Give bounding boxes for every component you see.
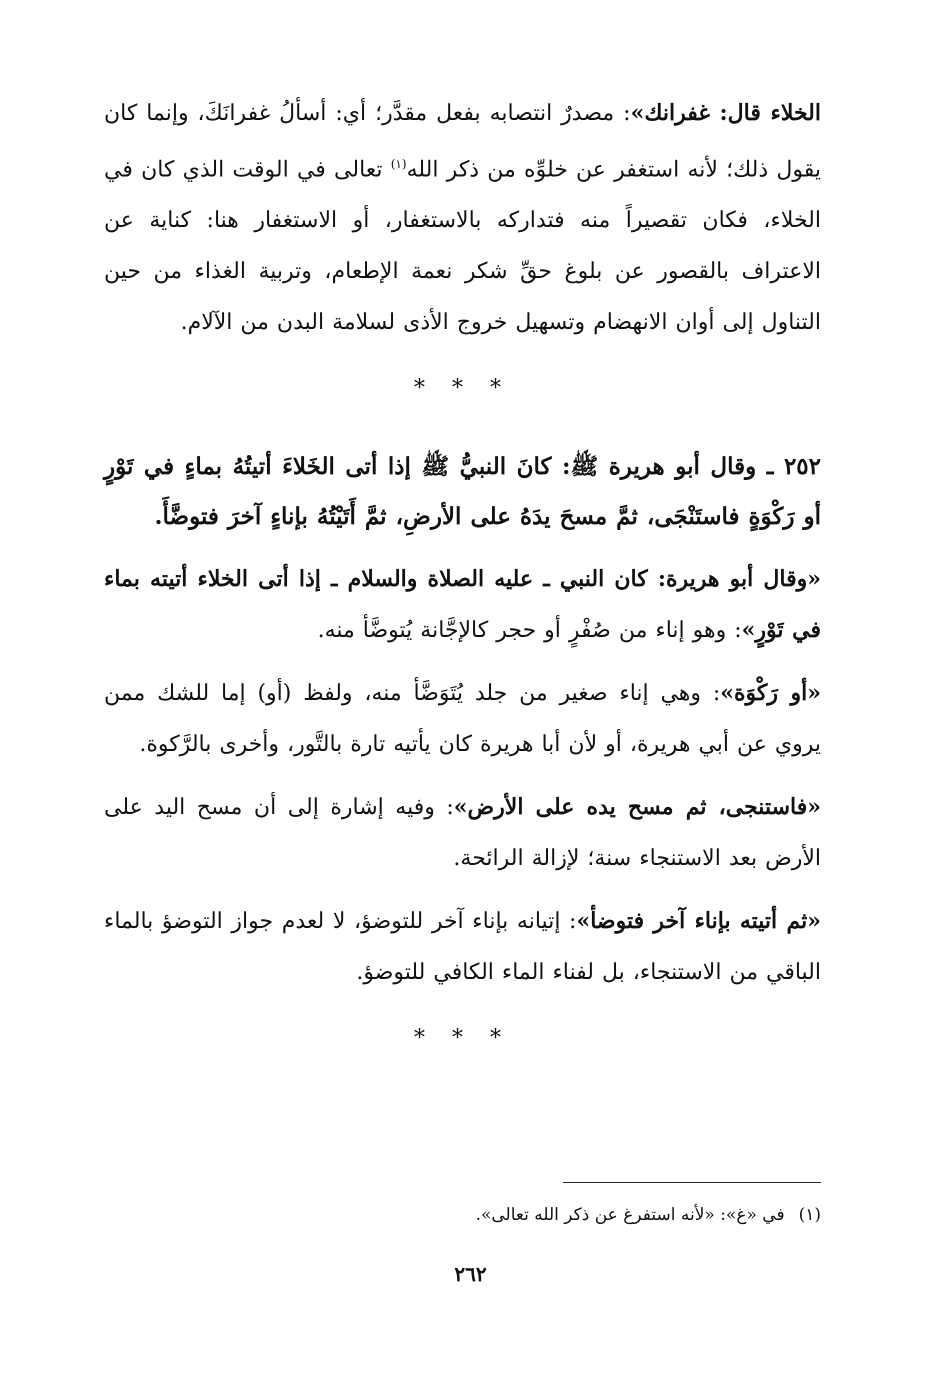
paragraph-intro xyxy=(104,88,821,348)
commentary-quote: «فاستنجى، ثم مسح يده على الأرض» xyxy=(453,794,821,821)
commentary-text: : إتيانه بإناء آخر للتوضؤ، لا لعدم جواز التوضؤ بالماء الباقي من الاستنجاء، بل لفناء الماء الكافي للتوضؤ. xyxy=(104,909,821,986)
footnote-divider xyxy=(563,1182,821,1183)
paragraph-text-continued: تعالى في الوقت الذي كان في الخلاء، فكان تقصيراً منه فتداركه بالاستغفار، أو الاستغفار هنا: كناية عن الاعتراف بالقصور عن بلوغ حقِّ شكر نعمة الإطعام، وتربية الغذاء من حين التناول إلى أوان الانهضام وتسهيل خروج الأذى لسلامة البدن من الآلام. xyxy=(104,157,821,336)
footnote-number: (١) xyxy=(798,1205,821,1225)
page-number: ٢٦٢ xyxy=(454,1262,487,1286)
commentary-text: : وفيه إشارة إلى أن مسح اليد على الأرض بعد الاستنجاء سنة؛ لإزالة الرائحة. xyxy=(104,795,821,872)
commentary-item xyxy=(104,668,821,770)
section-separator: * * * xyxy=(414,1026,511,1052)
bold-lead: الخلاء قال: غفرانك» xyxy=(630,100,821,126)
footnote xyxy=(121,1200,821,1230)
paragraph-text: : مصدرٌ انتصابه بفعل مقدَّر؛ أي: أسألُ غفرانَكَ، وإنما كان يقول ذلك؛ لأنه استغفر عن خلوِّه من ذكر الله xyxy=(104,101,821,183)
commentary-quote: «ثم أتيته بإناء آخر فتوضأ» xyxy=(576,908,821,935)
footnote-text: في «غ»: «لأنه استفرغ عن ذكر الله تعالى». xyxy=(475,1205,785,1225)
hadith-text: ٢٥٢ ـ وقال أبو هريرة ﷺ: كانَ النبيُّ ﷺ إذا أتى الخَلاءَ أتيتُهُ بماءٍ في تَوْرٍ أو رَكْوَةٍ فاستَنْجَى، ثمَّ مسحَ يدَهُ على الأرضِ، ثمَّ أَتَيْتُهُ بإناءٍ آخرَ فتوضَّأَ. xyxy=(104,453,821,531)
footnote-marker[interactable]: (١) xyxy=(390,157,407,171)
section-separator: * * * xyxy=(414,376,511,402)
commentary-item xyxy=(104,782,821,884)
commentary-item xyxy=(104,554,821,656)
commentary-quote: «وقال أبو هريرة: كان النبي ـ عليه الصلاة والسلام ـ إذا أتى الخلاء أتيته بماء في تَوْرٍ» xyxy=(104,566,821,644)
commentary-item xyxy=(104,896,821,998)
commentary-text: : وهو إناء من صُفْرٍ أو حجر كالإجَّانة يُتوضَّأ منه. xyxy=(317,618,742,644)
commentary-quote: «أو رَكْوَة» xyxy=(720,680,821,707)
commentary-text: : وهي إناء صغير من جلد يُتَوَضَّأ منه، ولفظ (أو) إما للشك ممن يروي عن أبي هريرة، أو لأن أبا هريرة كان يأتيه تارة بالتَّور، وأخرى بالرَّكوة. xyxy=(104,681,821,758)
